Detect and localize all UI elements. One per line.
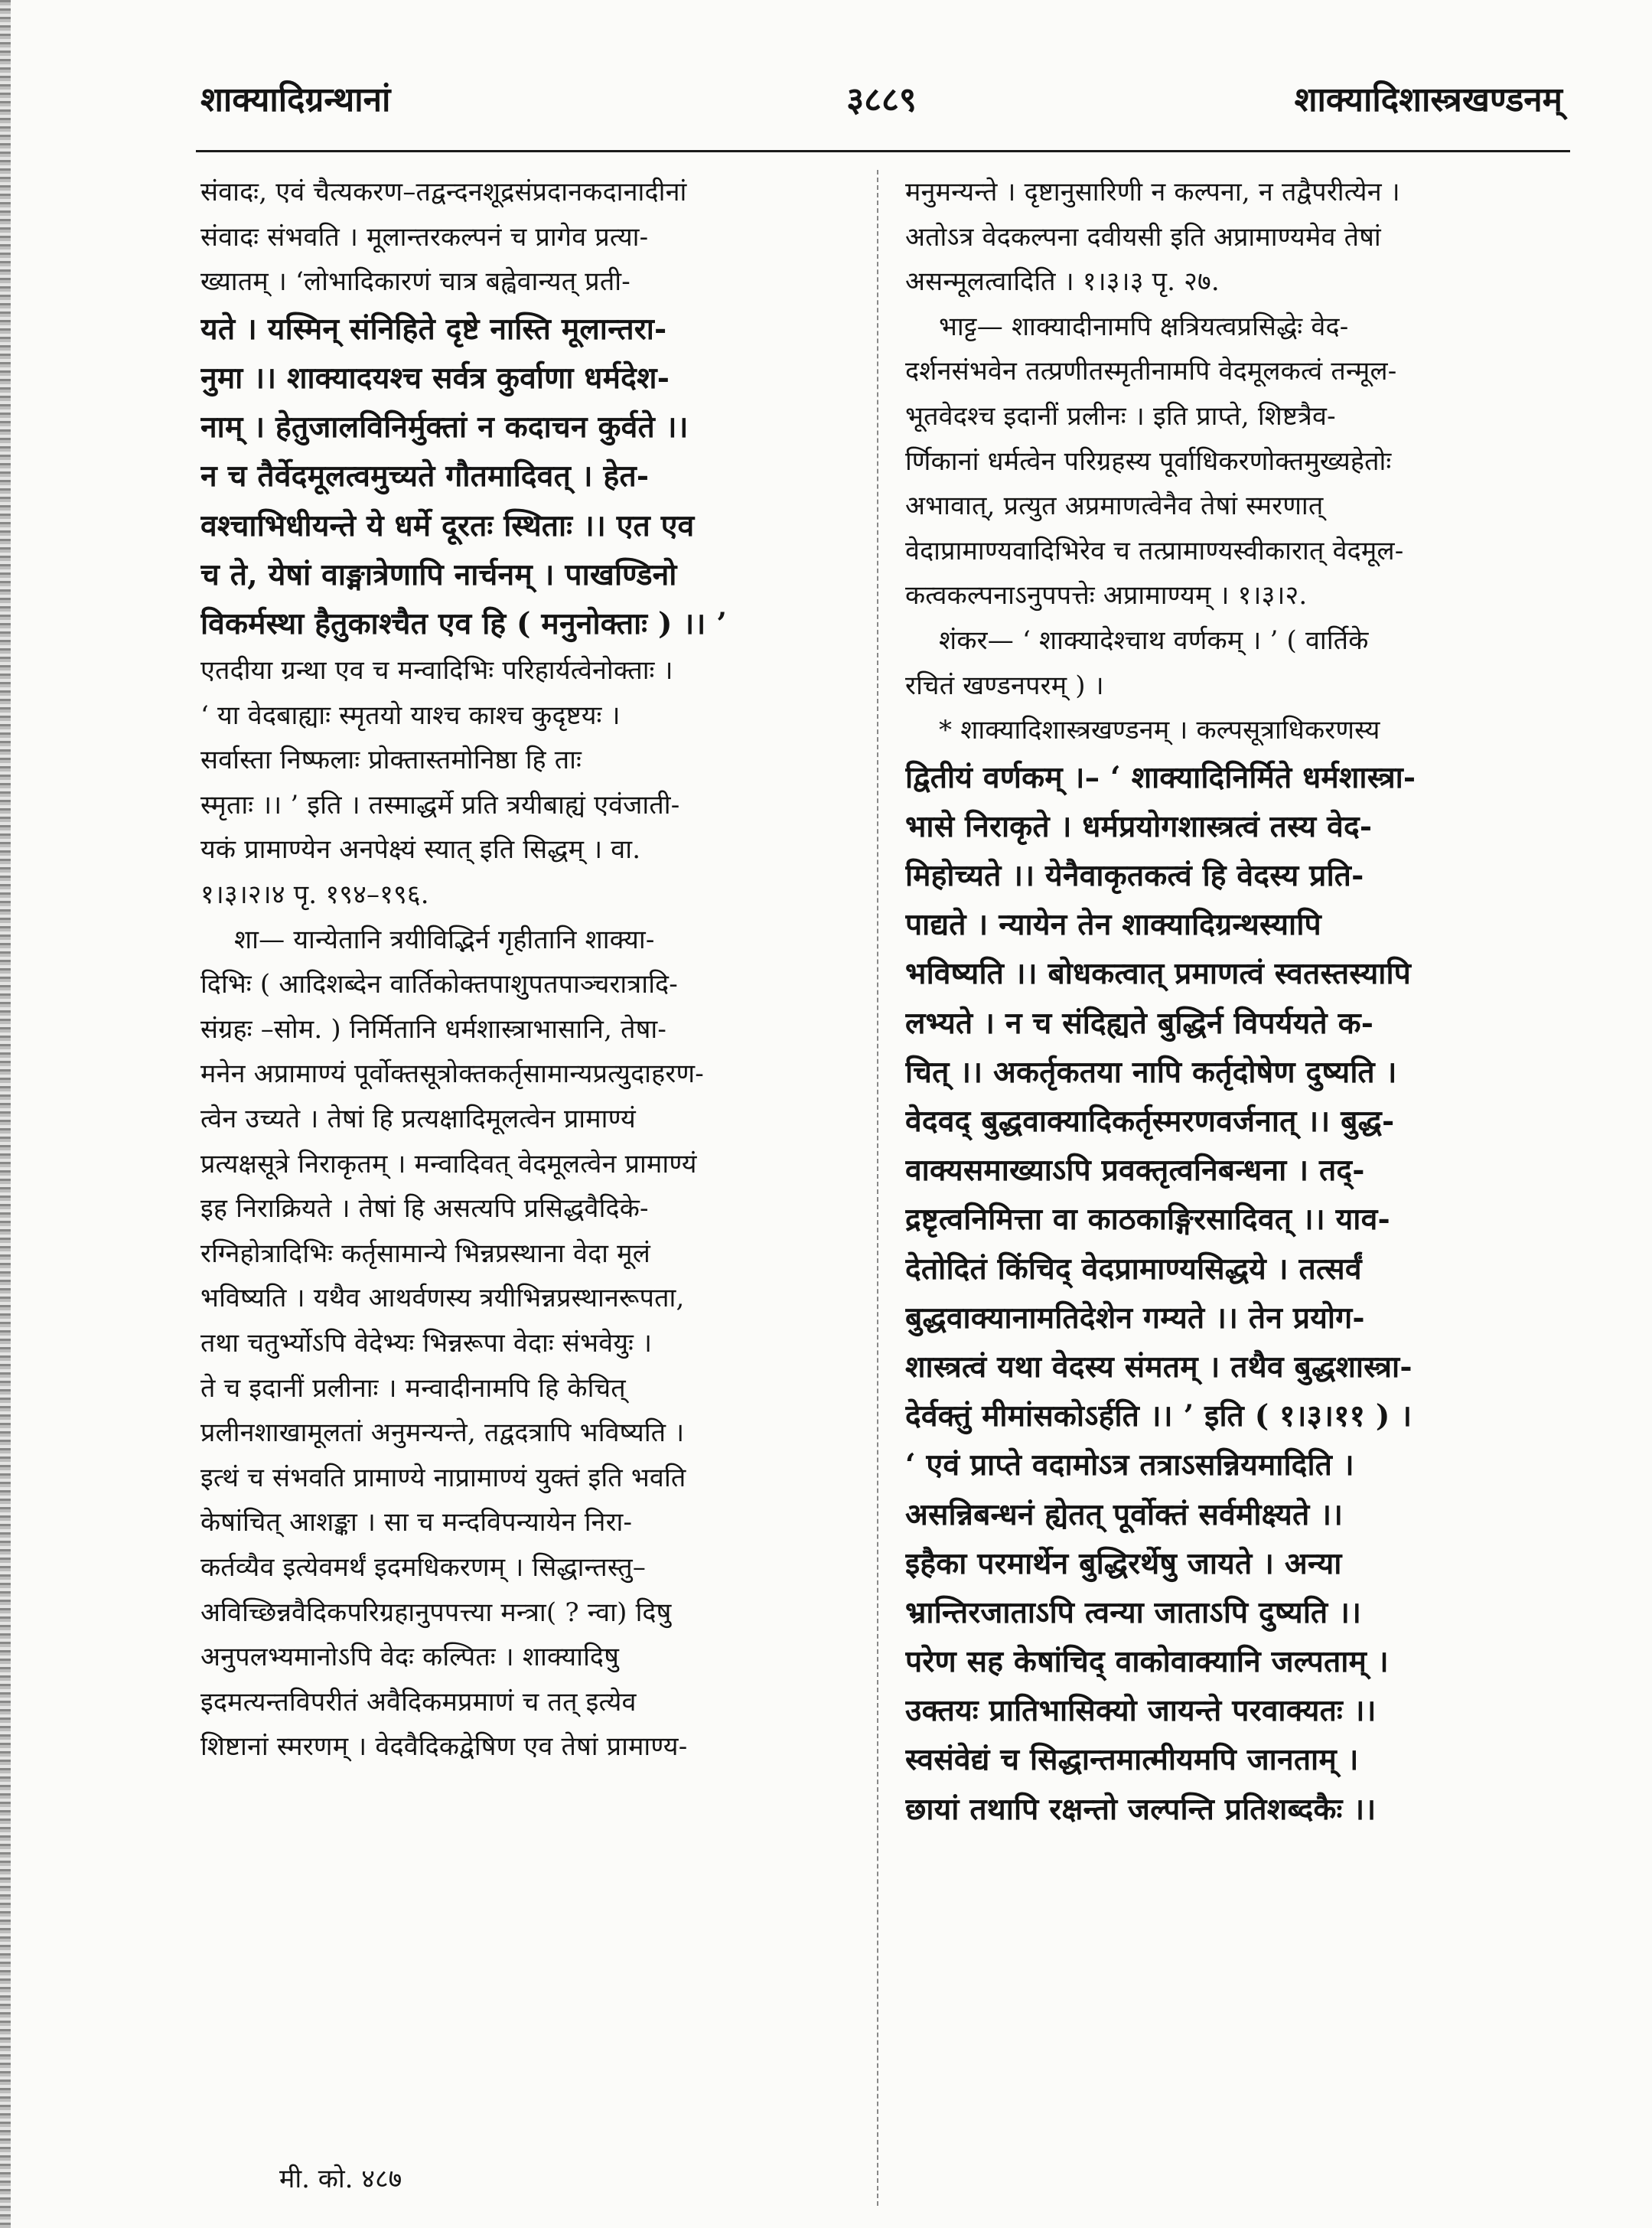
text-line: भविष्यति । यथैव आथर्वणस्य त्रयीभिन्नप्रस्थानरूपता, [200, 1283, 685, 1314]
text-line: स्मृताः ।। ’ इति । तस्माद्धर्मे प्रति त्रयीबाह्यं एवंजाती- [200, 789, 680, 820]
text-line: परेण सह केषांचिद् वाकोवाक्यानि जल्पताम् । [905, 1644, 1389, 1680]
text-line: शास्त्रत्वं यथा वेदस्य संमतम् । तथैव बुद्धशास्त्रा- [905, 1349, 1413, 1385]
text-line: द्वितीयं वर्णकम् ।– ‘ शाक्यादिनिर्मिते धर्मशास्त्रा- [905, 759, 1416, 795]
page-header [200, 75, 1562, 129]
text-line: रचितं खण्डनपरम् ) । [905, 670, 1104, 701]
header-rule [196, 150, 1570, 152]
text-line: ते च इदानीं प्रलीनाः । मन्वादीनामपि हि केचित् [200, 1372, 626, 1404]
text-line: केषांचित् आशङ्का । सा च मन्दविपन्यायेन निरा- [200, 1507, 633, 1538]
right-column [905, 170, 1562, 1834]
text-line: देर्वक्तुं मीमांसकोऽर्हति ।। ’ इति ( १।३।११ ) । [905, 1398, 1413, 1434]
text-line: संवादः, एवं चैत्यकरण–तद्वन्दनशूद्रसंप्रदानकदानादीनां [200, 177, 687, 207]
text-line: भविष्यति ।। बोधकत्वात् प्रमाणत्वं स्वतस्तस्यापि [905, 956, 1411, 992]
text-line: सर्वास्ता निष्फलाः प्रोक्तास्तमोनिष्ठा हि ताः [200, 745, 582, 776]
text-line: छायां तथापि रक्षन्तो जल्पन्ति प्रतिशब्दकैः ।। [905, 1791, 1377, 1827]
text-line: उक्तयः प्रातिभासिक्यो जायन्ते परवाक्यतः ।। [905, 1693, 1377, 1729]
text-line: ‘ या वेदबाह्याः स्मृतयो याश्च काश्च कुदृष्टयः । [200, 700, 621, 731]
text-line: शंकर— ‘ शाक्यादेश्चाथ वर्णकम् । ’ ( वार्तिके [939, 625, 1369, 656]
text-line: * शाक्यादिशास्त्रखण्डनम् । कल्पसूत्राधिकरणस्य [939, 715, 1380, 746]
text-line: भ्रान्तिरजाताऽपि त्वन्या जाताऽपि दुष्यति ।। [905, 1594, 1362, 1630]
text-line: असन्मूलत्वादिति । १।३।३ पृ. २७. [905, 266, 1220, 298]
text-line: चित् ।। अकर्तृकतया नापि कर्तृदोषेण दुष्यति । [905, 1054, 1397, 1090]
text-line: एतदीया ग्रन्था एव च मन्वादिभिः परिहार्यत्वेनोक्ताः । [200, 655, 673, 687]
text-line: यकं प्रामाण्येन अनपेक्ष्यं स्यात् इति सिद्धम् । वा. [200, 834, 641, 866]
text-line: इत्थं च संभवति प्रामाण्ये नाप्रामाण्यं युक्तं इति भवति [200, 1462, 686, 1493]
column-divider [877, 170, 878, 2206]
text-line: वेदवद् बुद्धवाक्यादिकर्तृस्मरणवर्जनात् ।। बुद्ध- [905, 1104, 1395, 1140]
text-line: अतोऽत्र वेदकल्पना दवीयसी इति अप्रामाण्यमेव तेषां [905, 221, 1381, 253]
text-line: देतोदितं किंचिद् वेदप्रामाण्यसिद्धये । तत्सर्वं [905, 1251, 1362, 1287]
text-line: त्वेन उच्यते । तेषां हि प्रत्यक्षादिमूलत्वेन प्रामाण्यं [200, 1104, 636, 1135]
text-line: अभावात्, प्रत्युत अप्रमाणत्वेनैव तेषां स्मरणात् [905, 491, 1324, 522]
text-line: भासे निराकृते । धर्मप्रयोगशास्त्रत्वं तस्य वेद- [905, 808, 1373, 844]
text-line: अविच्छिन्नवैदिकपरिग्रहानुपपत्त्या मन्त्रा( ? न्वा) दिषु [200, 1597, 672, 1628]
text-line: कत्वकल्पनाऽनुपपत्तेः अप्रामाण्यम् । १।३।२. [905, 580, 1308, 612]
text-line: च ते, येषां वाङ्मात्रेणापि नार्चनम् । पाखण्डिनो [200, 556, 677, 592]
text-line: र्णिकानां धर्मत्वेन परिग्रहस्य पूर्वाधिकरणोक्तमुख्यहेतोः [905, 445, 1392, 477]
text-line: संवादः संभवति । मूलान्तरकल्पनं च प्रागेव प्रत्या- [200, 221, 649, 253]
text-line: वाक्यसमाख्याऽपि प्रवक्तृत्वनिबन्धना । तद्- [905, 1153, 1365, 1189]
text-line: दर्शनसंभवेन तत्प्रणीतस्मृतीनामपि वेदमूलकत्वं तन्मूल- [905, 356, 1397, 387]
scan-edge [0, 0, 11, 2228]
running-head-left: शाक्यादिग्रन्थानां [200, 80, 391, 119]
text-line: भाट्ट— शाक्यादीनामपि क्षत्रियत्वप्रसिद्धेः वेद- [939, 311, 1349, 342]
text-line: वश्चाभिधीयन्ते ये धर्मे दूरतः स्थिताः ।। एत एव [200, 507, 695, 543]
text-line: इदमत्यन्तविपरीतं अवैदिकमप्रमाणं च तत् इत्येव [200, 1686, 637, 1717]
left-column [200, 170, 859, 1770]
text-line: द्रष्टृत्वनिमित्ता वा काठकाङ्गिरसादिवत् ।। याव- [905, 1202, 1390, 1238]
text-line: नाम् । हेतुजालविनिर्मुक्तां न कदाचन कुर्वते ।। [200, 409, 689, 445]
text-line: प्रत्यक्षसूत्रे निराकृतम् । मन्वादिवत् वेदमूलत्वेन प्रामाण्यं [200, 1148, 697, 1179]
text-line: यते । यस्मिन् संनिहिते दृष्टे नास्ति मूलान्तरा- [200, 311, 667, 347]
text-line: इहैका परमार्थेन बुद्धिरर्थेषु जायते । अन्या [905, 1545, 1342, 1581]
text-line: लभ्यते । न च संदिह्यते बुद्धिर्न विपर्ययते क- [905, 1005, 1374, 1041]
text-line: वेदाप्रामाण्यवादिभिरेव च तत्प्रामाण्यस्वीकारात् वेदमूल- [905, 535, 1404, 566]
text-line: संग्रहः –सोम. ) निर्मितानि धर्मशास्त्राभासानि, तेषा- [200, 1013, 667, 1045]
text-line: मनुमन्यन्ते । दृष्टानुसारिणी न कल्पना, न तद्वैपरीत्येन । [905, 177, 1400, 207]
text-line: रग्निहोत्रादिभिः कर्तृसामान्ये भिन्नप्रस्थाना वेदा मूलं [200, 1238, 650, 1269]
text-line: मनेन अप्रामाण्यं पूर्वोक्तसूत्रोक्तकर्तृसामान्यप्रत्युदाहरण- [200, 1059, 704, 1090]
text-line: असन्निबन्धनं ह्येतत् पूर्वोक्तं सर्वमीक्ष्यते ।। [905, 1496, 1344, 1532]
text-line: विकर्मस्था हैतुकाश्चैत एव हि ( मनुनोक्ताः ) ।। ’ [200, 605, 727, 641]
text-line: शिष्टानां स्मरणम् । वेदवैदिकद्वेषिण एव तेषां प्रामाण्य- [200, 1731, 688, 1763]
text-line: अनुपलभ्यमानोऽपि वेदः कल्पितः । शाक्यादिषु [200, 1642, 620, 1673]
text-line: न च तैर्वेदमूलत्वमुच्यते गौतमादिवत् । हेत- [200, 458, 650, 494]
text-line: दिभिः ( आदिशब्देन वार्तिकोक्तपाशुपतपाञ्चरात्रादि- [200, 969, 678, 1000]
text-line: कर्तव्यैव इत्येवमर्थं इदमधिकरणम् । सिद्धान्तस्तु– [200, 1551, 647, 1583]
text-line: मिहोच्यते ।। येनैवाकृतकत्वं हि वेदस्य प्रति- [905, 858, 1364, 894]
text-line: ख्यातम् । ‘लोभादिकारणं चात्र बह्वेवान्यत् प्रती- [200, 266, 630, 298]
text-line: नुमा ।। शाक्यादयश्च सर्वत्र कुर्वाणा धर्मदेश- [200, 360, 670, 396]
text-line: ‘ एवं प्राप्ते वदामोऽत्र तत्राऽसन्नियमादिति । [905, 1447, 1354, 1483]
text-line: स्वसंवेद्यं च सिद्धान्तमात्मीयमपि जानताम् । [905, 1742, 1359, 1778]
page-footer: मी. को. ४८७ [279, 2164, 402, 2194]
text-line: भूतवेदश्च इदानीं प्रलीनः । इति प्राप्ते, शिष्टत्रैव- [905, 400, 1336, 432]
text-line: प्रलीनशाखामूलतां अनुमन्यन्ते, तद्वदत्रापि भविष्यति । [200, 1417, 685, 1449]
text-line: पाद्यते । न्यायेन तेन शाक्यादिग्रन्थस्यापि [905, 907, 1321, 943]
text-line: बुद्धवाक्यानामतिदेशेन गम्यते ।। तेन प्रयोग- [905, 1300, 1365, 1336]
text-line: तथा चतुर्भ्योऽपि वेदेभ्यः भिन्नरूपा वेदाः संभवेयुः । [200, 1328, 653, 1359]
running-head-right: शाक्यादिशास्त्रखण्डनम् [1294, 80, 1562, 119]
text-line: इह निराक्रियते । तेषां हि असत्यपि प्रसिद्धवैदिके- [200, 1193, 649, 1225]
text-line: १।३।२।४ पृ. १९४–१९६. [200, 879, 429, 911]
text-line: शा— यान्येतानि त्रयीविद्भिर्न गृहीतानि शाक्या- [234, 924, 655, 955]
page-number: ३८८९ [846, 80, 917, 119]
